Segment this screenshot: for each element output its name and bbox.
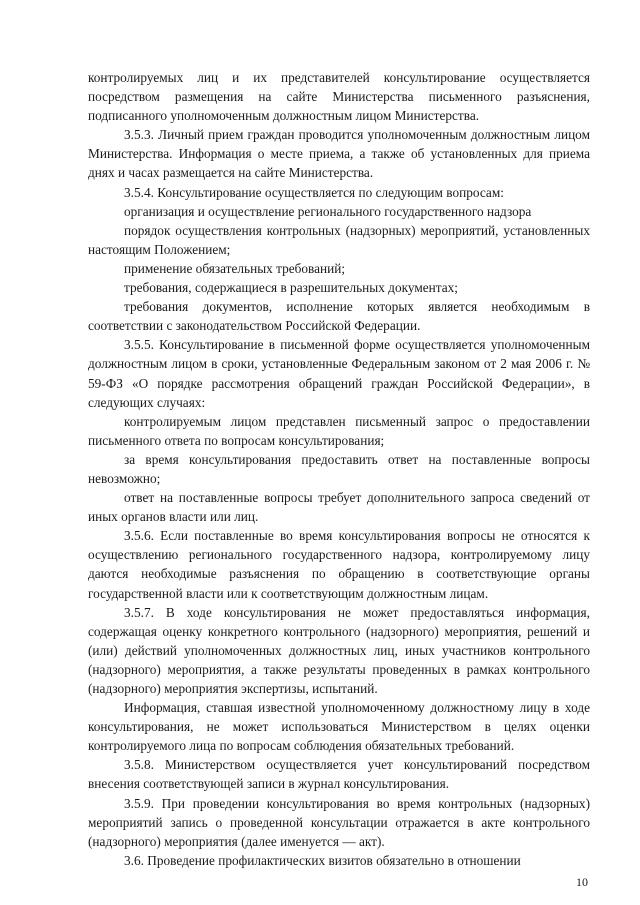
paragraph: 3.5.8. Министерством осуществляется учет консультирований посредством внесения соответствующей записи в журнал консультирования. [88, 757, 590, 792]
paragraph: ответ на поставленные вопросы требует дополнительного запроса сведений от иных органов власти или лиц. [88, 490, 590, 525]
paragraph: 3.5.9. При проведении консультирования во время контрольных (надзорных) мероприятий запись о проведенной консультации отражается в акте контрольного (надзорного) мероприятия (далее именуется — акт). [88, 795, 590, 849]
paragraph: 3.5.4. Консультирование осуществляется по следующим вопросам: [124, 184, 504, 200]
page-number: 10 [576, 875, 588, 889]
paragraph: организация и осуществление регионального государственного надзора [124, 203, 532, 219]
paragraph: контролируемым лицом представлен письменный запрос о предоставлении письменного ответа по вопросам консультирования; [88, 413, 590, 448]
paragraph: 3.5.6. Если поставленные во время консультирования вопросы не относятся к осуществлению регионального государственного надзора, контролируемому лицу даются необходимые разъяснения по обращению в соответствующие органы государственной власти или к соответствующим должностным лицам. [88, 528, 590, 601]
paragraph: 3.6. Проведение профилактических визитов обязательно в отношении [124, 852, 521, 868]
paragraph: 3.5.3. Личный прием граждан проводится уполномоченным должностным лицом Министерства. Информация о месте приема, а также об установленных для приема днях и часах размещается на сайте Министерства. [88, 127, 590, 181]
paragraph: Информация, ставшая известной уполномоченному должностному лицу в ходе консультирования, не может использоваться Министерством в целях оценки контролируемого лица по вопросам соблюдения обязательных требований. [88, 700, 590, 754]
paragraph: требования, содержащиеся в разрешительных документах; [124, 280, 458, 296]
paragraph: применение обязательных требований; [124, 260, 346, 276]
paragraph: порядок осуществления контрольных (надзорных) мероприятий, установленных настоящим Положением; [88, 222, 590, 257]
paragraph: требования документов, исполнение которых является необходимым в соответствии с законодательством Российской Федерации. [88, 299, 590, 334]
paragraph: 3.5.7. В ходе консультирования не может предоставляться информация, содержащая оценку конкретного контрольного (надзорного) мероприятия, решений и (или) действий уполномоченных должностных лиц, иных участников контрольного (надзорного) мероприятия, а также результаты проведенных в рамках контрольного (надзорного) мероприятия экспертизы, испытаний. [88, 604, 590, 696]
document-body [88, 68, 590, 870]
paragraph: 3.5.5. Консультирование в письменной форме осуществляется уполномоченным должностным лицом в сроки, установленные Федеральным законом от 2 мая 2006 г. № 59-ФЗ «О порядке рассмотрения обращений граждан Российской Федерации», в следующих случаях: [88, 337, 590, 410]
paragraph: за время консультирования предоставить ответ на поставленные вопросы невозможно; [88, 451, 590, 486]
paragraph: контролируемых лиц и их представителей консультирование осуществляется посредством размещения на сайте Министерства письменного разъяснения, подписанного уполномоченным должностным лицом Министерства. [88, 70, 590, 124]
